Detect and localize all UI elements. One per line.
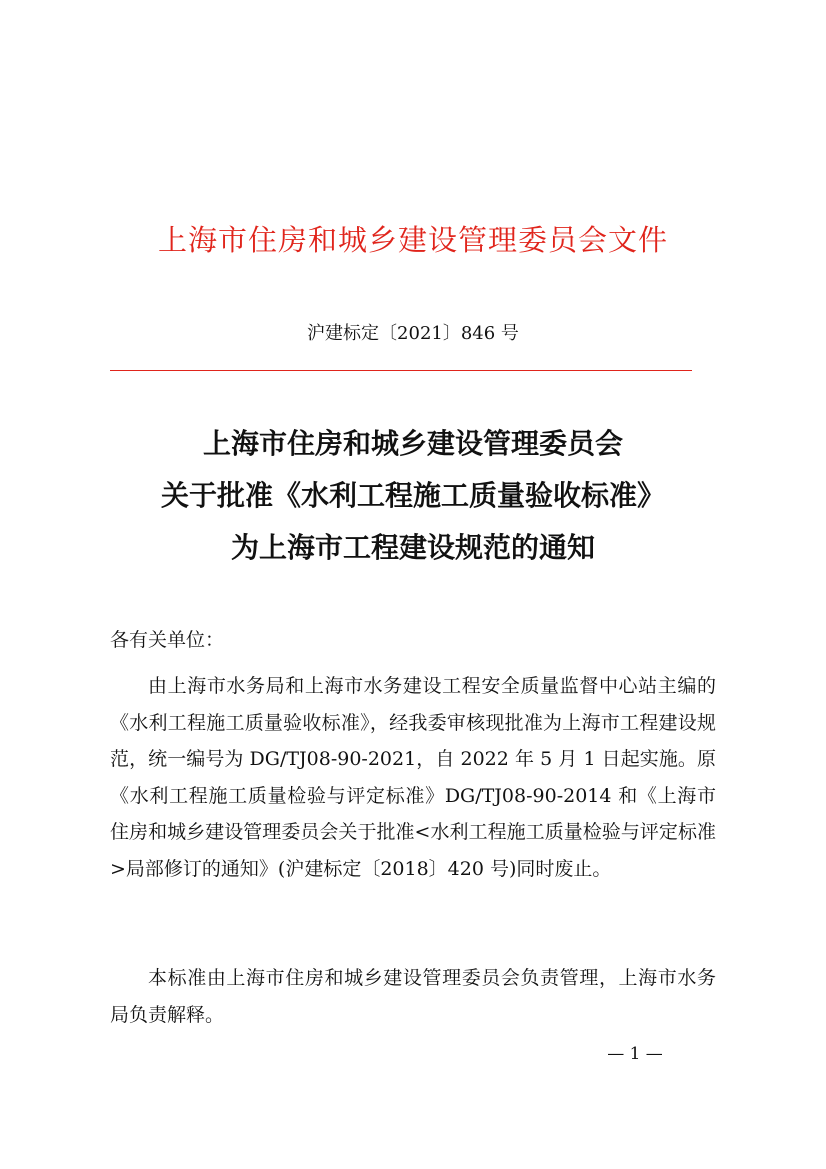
page-number: — 1 — xyxy=(607,1044,663,1064)
title-line-3: 为上海市工程建设规范的通知 xyxy=(230,531,595,564)
notice-title xyxy=(100,418,726,574)
issuer-header: 上海市住房和城乡建设管理委员会文件 xyxy=(157,223,668,257)
document-number: 沪建标定〔2021〕846 号 xyxy=(307,323,519,344)
body-paragraph-1: 由上海市水务局和上海市水务建设工程安全质量监督中心站主编的《水利工程施工质量验收标准》，经我委审核现批准为上海市工程建设规范，统一编号为 DG/TJ08-90-2021，自 2022 年 5 月 1 日起实施。原《水利工程施工质量检验与评定标准》DG/TJ08-90-2014 和《上海市住房和城乡建设管理委员会关于批准<水利工程施工质量检验与评定标准>局部修订的通知》(沪建标定〔2018〕420 号)同时废止。 xyxy=(110,675,716,880)
red-divider-line xyxy=(110,370,692,371)
title-line-1: 上海市住房和城乡建设管理委员会 xyxy=(202,427,623,460)
title-line-2: 关于批准《水利工程施工质量验收标准》 xyxy=(160,479,665,512)
body-paragraph-2: 本标准由上海市住房和城乡建设管理委员会负责管理，上海市水务局负责解释。 xyxy=(110,967,716,1026)
salutation: 各有关单位： xyxy=(110,629,225,651)
